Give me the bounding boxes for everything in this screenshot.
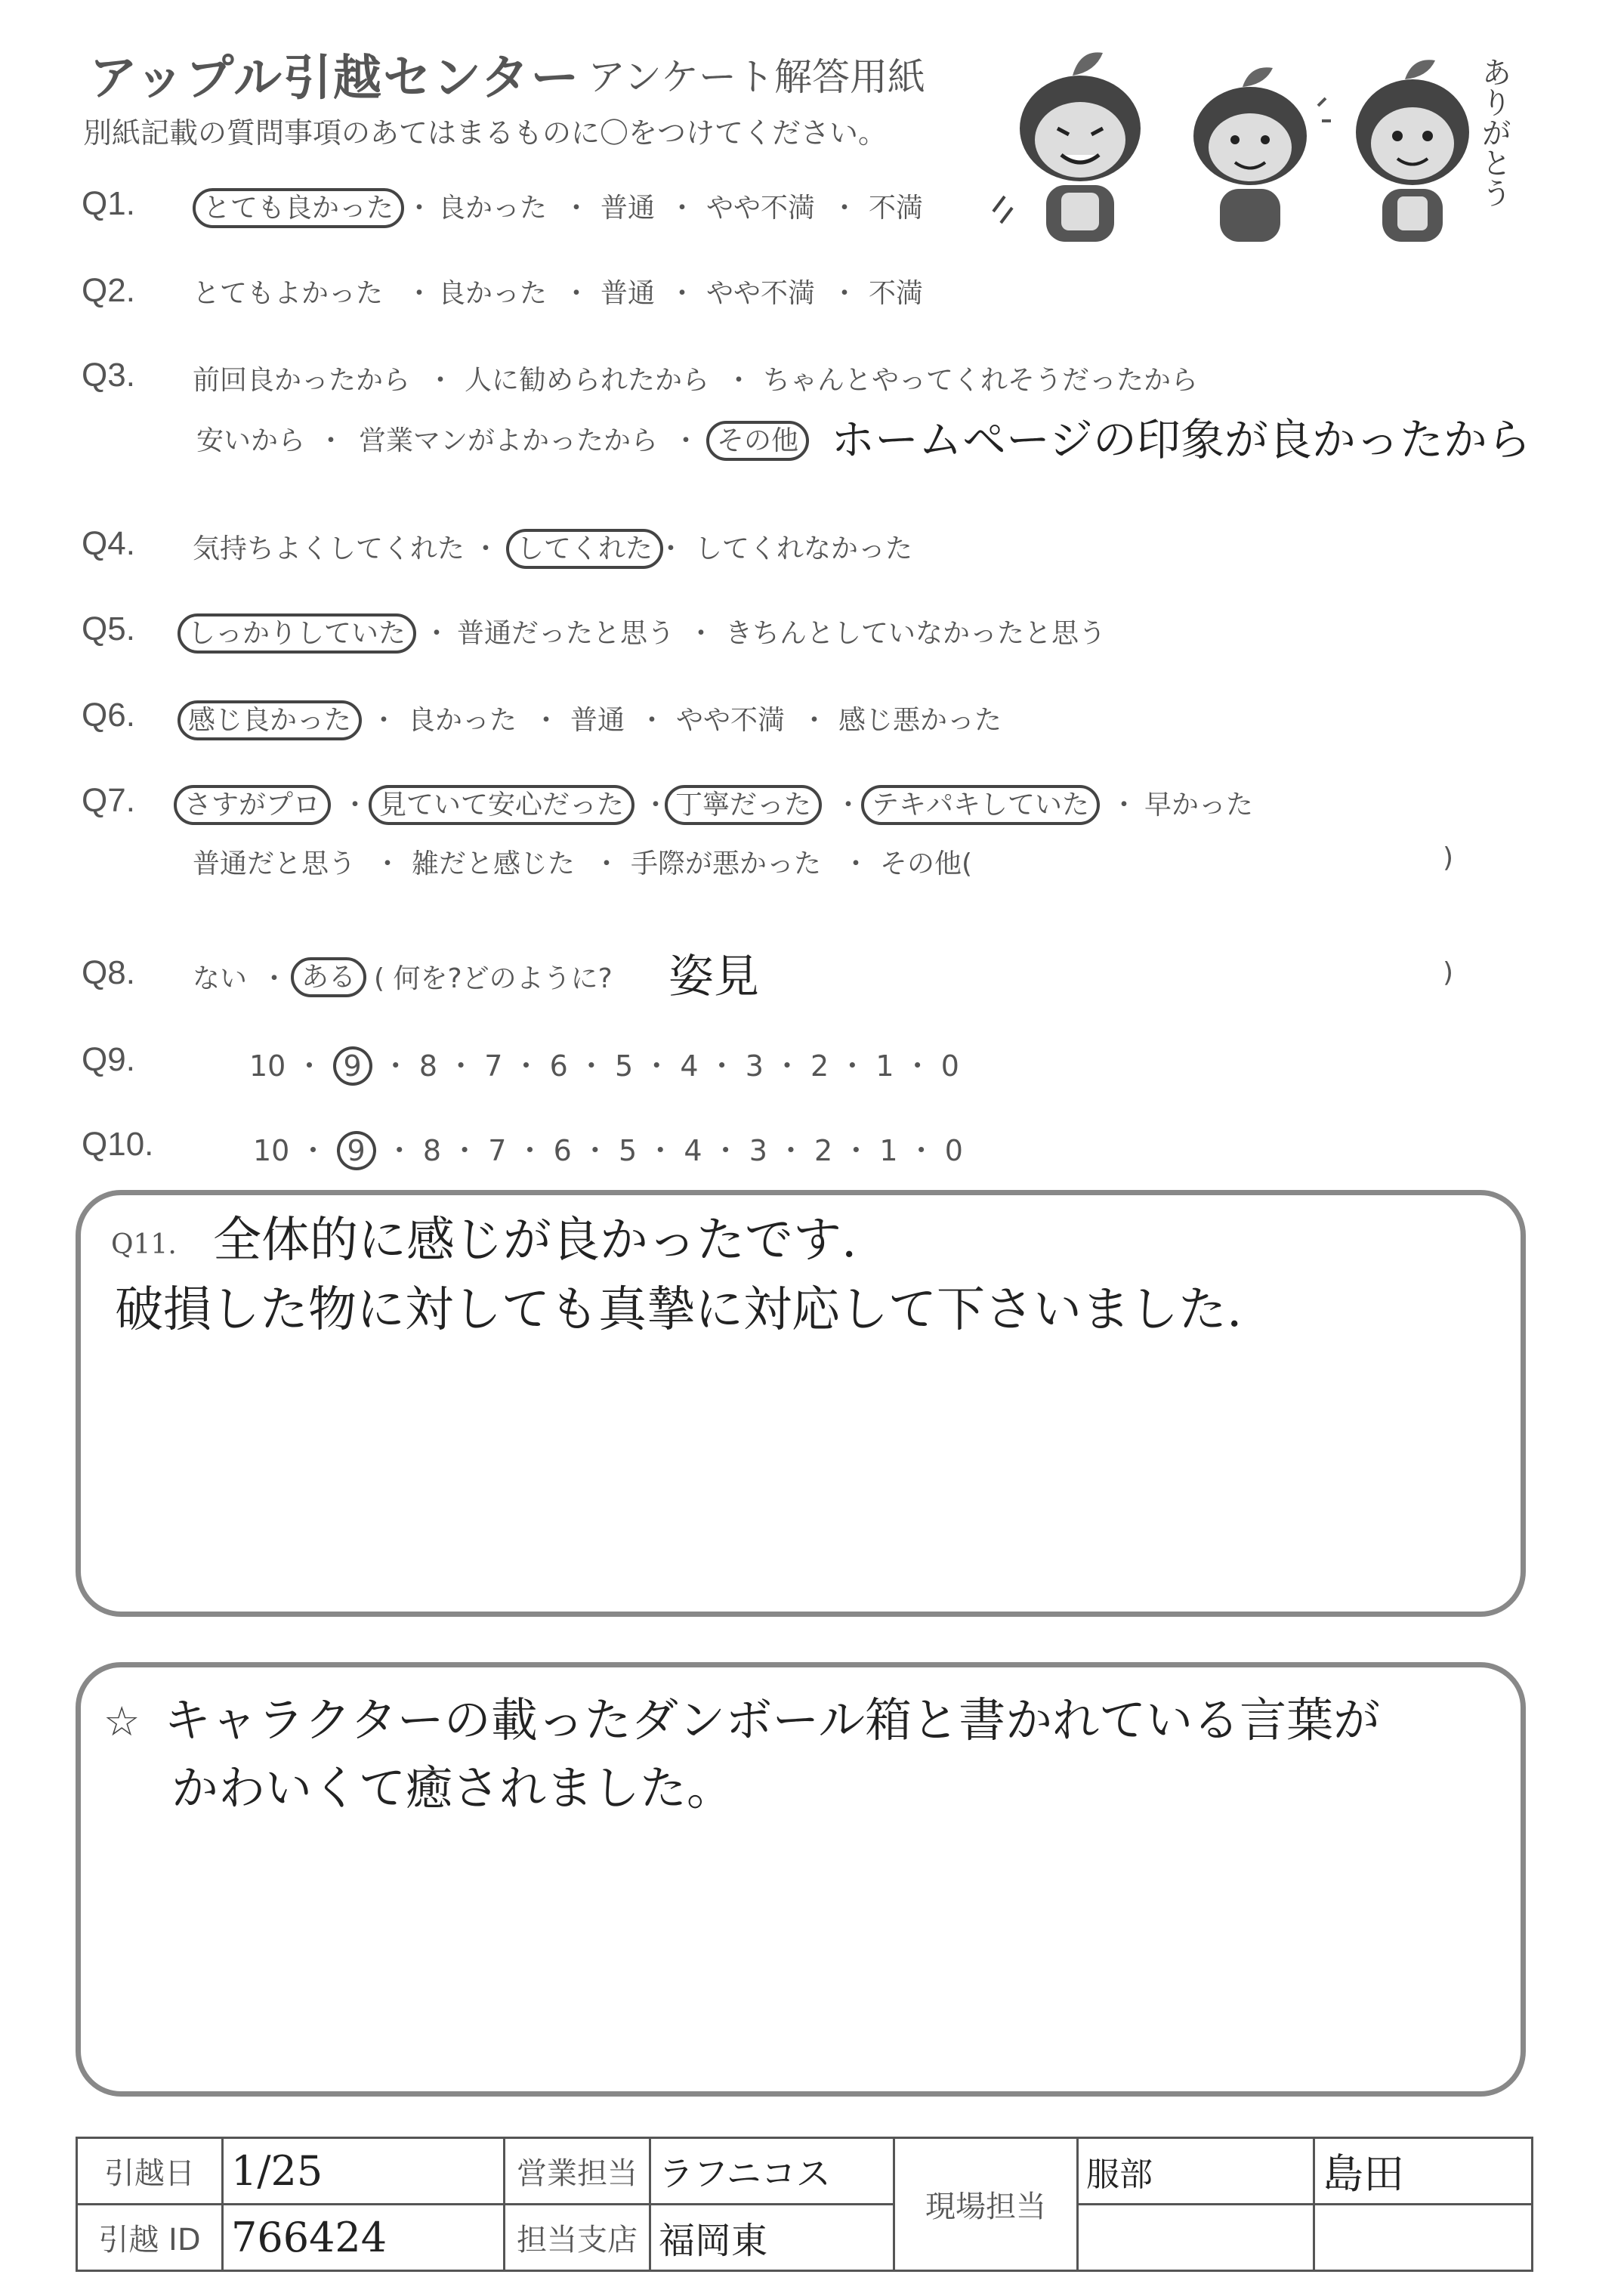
company-title: アップル引越センター	[89, 51, 581, 107]
q6-option[interactable]: 感じ悪かった	[838, 705, 1002, 736]
q5-option[interactable]: 普通だったと思う	[457, 618, 675, 649]
q11-label: Q11.	[111, 1229, 177, 1260]
q7-option[interactable]: 雑だと感じた	[412, 848, 576, 879]
branch-value[interactable]: 福岡東	[650, 2205, 894, 2271]
q8-close-paren: )	[1443, 957, 1454, 988]
q1-option[interactable]: 不満	[869, 193, 924, 224]
q11-answer-line1: 全体的に感じが良かったです.	[213, 1213, 857, 1269]
q7-option[interactable]: 手際が悪かった	[631, 848, 822, 879]
separator: ・	[427, 365, 455, 396]
q3-option[interactable]: 安いから	[196, 425, 306, 456]
free-comment-line2: かわいくて癒されました。	[171, 1760, 734, 1816]
q6-option[interactable]: やや不満	[676, 705, 786, 736]
separator: ・	[657, 533, 685, 564]
q1-option[interactable]: やや不満	[706, 193, 816, 224]
q7-option-label: 見ていて安心だった	[369, 785, 634, 825]
q6-option[interactable]: 普通	[570, 705, 625, 736]
q1-option[interactable]: 良かった	[438, 193, 548, 224]
q1-option-label: とても良かった	[193, 188, 404, 228]
mascot-monkey-icon	[990, 45, 1171, 249]
separator: ・	[668, 193, 696, 224]
q11-comment-box[interactable]	[76, 1190, 1526, 1617]
q2-option[interactable]: 不満	[869, 278, 924, 309]
q2-option[interactable]: 良かった	[438, 278, 548, 309]
q3-option[interactable]: 人に勧められたから	[465, 365, 710, 396]
separator: ・	[1110, 790, 1138, 820]
separator: ・	[638, 705, 666, 736]
q8-prompt: ( 何を?どのように?	[374, 963, 613, 994]
mascot-thanks-text: ありがとう	[1477, 57, 1511, 208]
move-date-label: 引越日	[77, 2138, 223, 2205]
q10-score[interactable]: 2	[814, 1134, 833, 1167]
q3-label: Q3.	[82, 357, 135, 394]
q7-option-selected[interactable]	[174, 783, 331, 822]
q11-answer-line2: 破損した物に対しても真摯に対応して下さいました.	[115, 1282, 1243, 1338]
site-staff-2-value[interactable]: 島田	[1314, 2138, 1533, 2205]
q10-score[interactable]: 4	[684, 1134, 702, 1167]
q9-score[interactable]: 10	[249, 1049, 286, 1083]
q5-option[interactable]: きちんとしていなかったと思う	[725, 618, 1107, 649]
q9-score[interactable]: 3	[745, 1049, 764, 1083]
q9-score[interactable]: 8	[418, 1049, 438, 1083]
q10-score[interactable]: 1	[879, 1134, 898, 1167]
staff-info-table	[76, 2137, 1533, 2272]
separator: ・	[317, 425, 345, 456]
move-id-label: 引越 ID	[77, 2205, 223, 2271]
q9-score[interactable]: 7	[484, 1049, 503, 1083]
q3-other-answer: ホームページの印象が良かったから	[831, 414, 1531, 465]
q9-score[interactable]: 5	[614, 1049, 634, 1083]
q9-score-selected[interactable]: 9	[333, 1046, 372, 1086]
q9-score[interactable]: 6	[549, 1049, 568, 1083]
q3-option-label: その他	[706, 421, 809, 461]
q2-option[interactable]: 普通	[601, 278, 656, 309]
q10-score[interactable]: 7	[488, 1134, 507, 1167]
q7-option-label: さすがプロ	[174, 785, 331, 825]
q10-score-selected[interactable]: 9	[337, 1131, 376, 1170]
q8-option-selected[interactable]	[291, 956, 366, 994]
q3-option[interactable]: 前回良かったから	[193, 365, 411, 396]
separator: ・	[842, 848, 870, 879]
q1-option-selected[interactable]	[193, 187, 404, 225]
separator: ・	[668, 278, 696, 309]
q3-option-selected[interactable]	[706, 419, 809, 458]
separator: ・	[406, 278, 434, 309]
separator: ・	[533, 705, 560, 736]
q6-option-selected[interactable]	[178, 699, 362, 737]
instruction-text: 別紙記載の質問事項のあてはまるものに〇をつけてください。	[83, 116, 888, 150]
q6-label: Q6.	[82, 697, 135, 734]
q2-label: Q2.	[82, 272, 135, 309]
separator: ・	[831, 193, 859, 224]
free-comment-line1: キャラクターの載ったダンボール箱と書かれている言葉が	[164, 1692, 1381, 1748]
q7-option[interactable]: その他(	[880, 848, 973, 879]
separator: ・	[593, 848, 621, 879]
mascot-monkey-icon	[1337, 53, 1488, 249]
q4-label: Q4.	[82, 525, 135, 562]
separator: ・	[687, 618, 715, 649]
site-staff-empty-cell	[1078, 2205, 1314, 2271]
q7-close-paren: )	[1443, 842, 1454, 873]
separator: ・	[370, 705, 398, 736]
q9-label: Q9.	[82, 1041, 135, 1078]
q9-score[interactable]: 1	[875, 1049, 894, 1083]
q10-score[interactable]: 0	[944, 1134, 963, 1167]
q3-option[interactable]: ちゃんとやってくれそうだったから	[763, 365, 1199, 396]
q7-option[interactable]: 普通だと思う	[193, 848, 357, 879]
q9-score[interactable]: 4	[680, 1049, 699, 1083]
q10-score[interactable]: 3	[749, 1134, 767, 1167]
sales-value[interactable]: ラフニコス	[650, 2138, 894, 2205]
star-icon: ☆	[103, 1698, 140, 1745]
separator: ・	[472, 533, 500, 564]
q9-score[interactable]: 0	[940, 1049, 959, 1083]
separator: ・	[835, 790, 863, 820]
q9-scale: 10 ・ 9 ・ 8 ・ 7 ・ 6 ・ 5 ・ 4 ・ 3 ・ 2 ・ 1 ・ 0	[249, 1043, 959, 1084]
q7-option-label: 丁寧だった	[665, 785, 822, 825]
site-staff-empty-cell	[1314, 2205, 1533, 2271]
q2-option[interactable]: やや不満	[706, 278, 816, 309]
site-staff-1-value[interactable]: 服部	[1078, 2138, 1314, 2205]
q10-score[interactable]: 6	[553, 1134, 572, 1167]
q4-option[interactable]: 気持ちよくしてくれた	[193, 533, 465, 564]
separator: ・	[423, 618, 451, 649]
sales-label: 営業担当	[505, 2138, 650, 2205]
separator: ・	[374, 848, 402, 879]
separator: ・	[725, 365, 753, 396]
q7-option[interactable]: 早かった	[1144, 790, 1254, 820]
q7-option-selected[interactable]	[665, 783, 822, 822]
separator: ・	[642, 790, 670, 820]
q10-scale: 10 ・ 9 ・ 8 ・ 7 ・ 6 ・ 5 ・ 4 ・ 3 ・ 2 ・ 1 ・ 0	[253, 1127, 963, 1169]
free-comment-box[interactable]	[76, 1662, 1526, 2097]
site-staff-label: 現場担当	[894, 2138, 1078, 2271]
q7-option-label: テキパキしていた	[861, 785, 1100, 825]
move-id-value[interactable]: 766424	[223, 2205, 505, 2271]
q1-option[interactable]: 普通	[601, 193, 656, 224]
q7-option-selected[interactable]	[369, 783, 634, 822]
form-subtitle: アンケート解答用紙	[588, 55, 925, 99]
mascot-monkey-icon	[1167, 60, 1333, 249]
q7-label: Q7.	[82, 782, 135, 819]
separator: ・	[672, 425, 700, 456]
q4-option-selected[interactable]	[506, 527, 663, 566]
separator: ・	[563, 278, 591, 309]
q8-label: Q8.	[82, 954, 135, 991]
q8-option[interactable]: ない	[193, 963, 248, 994]
separator: ・	[563, 193, 591, 224]
separator: ・	[341, 790, 369, 820]
move-date-value[interactable]: 1/25	[223, 2138, 505, 2205]
q5-option-label: しっかりしていた	[178, 613, 416, 654]
q9-score[interactable]: 2	[810, 1049, 829, 1083]
q6-option-label: 感じ良かった	[178, 700, 362, 740]
q6-option[interactable]: 良かった	[408, 705, 517, 736]
branch-label: 担当支店	[505, 2205, 650, 2271]
q4-option[interactable]: してくれなかった	[695, 533, 913, 564]
q7-option-selected[interactable]	[861, 783, 1100, 822]
q10-score[interactable]: 10	[253, 1134, 290, 1167]
separator: ・	[406, 193, 434, 224]
q8-option-label: ある	[291, 957, 366, 997]
q3-option[interactable]: 営業マンがよかったから	[359, 425, 659, 456]
q10-score[interactable]: 5	[618, 1134, 638, 1167]
q5-option-selected[interactable]	[178, 612, 416, 651]
q10-label: Q10.	[82, 1126, 154, 1163]
q4-option-label: してくれた	[506, 529, 663, 569]
q5-label: Q5.	[82, 610, 135, 647]
q1-label: Q1.	[82, 185, 135, 222]
q2-option[interactable]: とてもよかった	[193, 278, 384, 309]
separator: ・	[261, 963, 289, 994]
q8-answer: 姿見	[668, 950, 759, 1003]
q10-score[interactable]: 8	[422, 1134, 442, 1167]
separator: ・	[831, 278, 859, 309]
separator: ・	[801, 705, 829, 736]
